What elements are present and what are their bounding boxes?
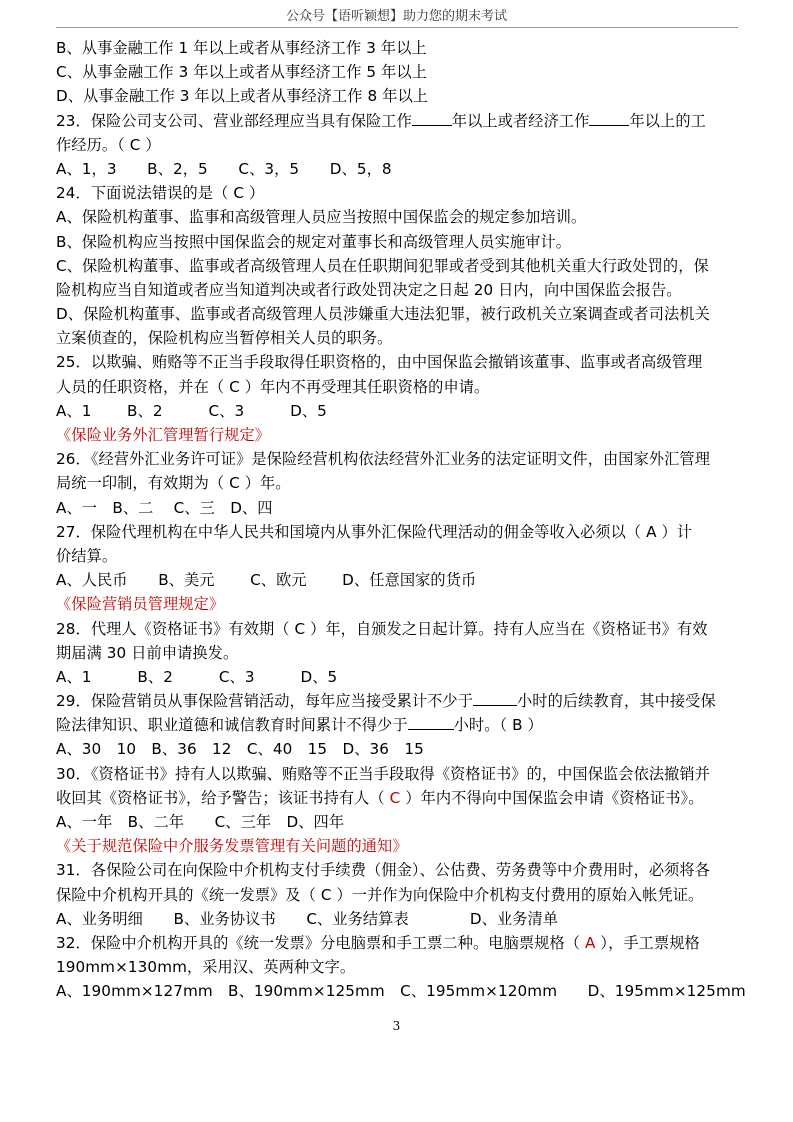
question-text <box>56 713 742 737</box>
question-text: 保险中介机构开具的《统一发票》及（ C ）一并作为向保险中介机构支付费用的原始入帐凭证。 <box>56 885 704 904</box>
question-25: 25．以欺骗、贿赂等不正当手段取得任职资格的，由中国保监会撤销该董事、监事或者高级管理 <box>56 353 703 372</box>
option-line: A、业务明细 B、业务协议书 C、业务结算表 D、业务清单 <box>56 909 559 928</box>
option-line: A、30 10 B、36 12 C、40 15 D、36 15 <box>56 740 424 759</box>
option-line: A、190mm×127mm B、190mm×125mm C、195mm×120mm D、195mm×125mm <box>56 982 746 1001</box>
question-text: 小时的后续教育，其中接受保 <box>517 692 716 711</box>
section-heading: 《保险营销员管理规定》 <box>56 595 225 614</box>
question-text: 32．保险中介机构开具的《统一发票》分电脑票和手工票二种。电脑票规格（ <box>56 933 581 952</box>
question-26: 26．《经营外汇业务许可证》是保险经营机构依法经营外汇业务的法定证明文件，由国家外汇管理 <box>56 450 711 469</box>
option-line: A、人民币 B、美元 C、欧元 D、任意国家的货币 <box>56 571 477 590</box>
option-line: C、保险机构董事、监事或者高级管理人员在任职期间犯罪或者受到其他机关重大行政处罚的，保 <box>56 256 709 275</box>
question-text: 局统一印制，有效期为（ C ）年。 <box>56 474 291 493</box>
question-text: 价结算。 <box>56 546 118 565</box>
option-line: 险机构应当自知道或者应当知道判决或者行政处罚决定之日起 20 日内，向中国保监会报告。 <box>56 280 682 299</box>
option-line: A、1，3 B、2，5 C、3，5 D、5，8 <box>56 159 392 178</box>
fill-blank <box>473 691 517 706</box>
question-text: 人员的任职资格，并在（ C ）年内不再受理其任职资格的申请。 <box>56 377 490 396</box>
question-32 <box>56 931 742 955</box>
question-text: 190mm×130mm，采用汉、英两种文字。 <box>56 958 356 977</box>
option-line: A、保险机构董事、监事和高级管理人员应当按照中国保监会的规定参加培训。 <box>56 208 587 227</box>
option-line: C、从事金融工作 3 年以上或者从事经济工作 5 年以上 <box>56 63 427 82</box>
question-text: 年以上或者经济工作 <box>451 111 590 130</box>
answer-mark: C <box>389 788 401 807</box>
question-text: ）年内不得向中国保监会申请《资格证书》。 <box>405 788 704 807</box>
fill-blank <box>408 715 454 730</box>
question-text: 期届满 30 日前申请换发。 <box>56 643 239 662</box>
option-line: 立案侦查的，保险机构应当暂停相关人员的职务。 <box>56 329 393 348</box>
option-line: A、一 B、二 C、三 D、四 <box>56 498 273 517</box>
option-line: A、1 B、2 C、3 D、5 <box>56 667 338 686</box>
section-heading: 《保险业务外汇管理暂行规定》 <box>56 426 271 444</box>
question-text: 29．保险营销员从事保险营销活动，每年应当接受累计不少于 <box>56 692 474 711</box>
question-text: ），手工票规格 <box>600 933 700 952</box>
document-body <box>56 36 746 1004</box>
question-text <box>56 786 742 810</box>
option-line: D、从事金融工作 3 年以上或者从事经济工作 8 年以上 <box>56 87 429 106</box>
question-29 <box>56 689 742 713</box>
section-heading: 《关于规范保险中介服务发票管理有关问题的通知》 <box>56 837 408 856</box>
question-text: 收回其《资格证书》，给予警告；该证书持有人（ <box>56 788 385 807</box>
option-line: B、保险机构应当按照中国保监会的规定对董事长和高级管理人员实施审计。 <box>56 232 572 251</box>
option-line: A、1 B、2 C、3 D、5 <box>56 401 327 420</box>
question-text: 险法律知识、职业道德和诚信教育时间累计不得少于 <box>56 716 408 735</box>
question-text: 小时。（ B ） <box>453 716 543 735</box>
option-line: D、保险机构董事、监事或者高级管理人员涉嫌重大违法犯罪，被行政机关立案调查或者司法机关 <box>56 305 710 324</box>
question-text: 作经历。（ C ） <box>56 135 161 154</box>
header-divider <box>56 27 738 28</box>
question-text: 年以上的工 <box>629 111 706 130</box>
question-text: 23．保险公司支公司、营业部经理应当具有保险工作 <box>56 111 412 130</box>
question-28: 28．代理人《资格证书》有效期（ C ）年，自颁发之日起计算。持有人应当在《资格证书》有效 <box>56 619 708 638</box>
question-30: 30．《资格证书》持有人以欺骗、贿赂等不正当手段取得《资格证书》的，中国保监会依法撤销并 <box>56 764 711 783</box>
question-24: 24．下面说法错误的是（ C ） <box>56 184 265 203</box>
page-header: 公众号【语听颖想】助力您的期末考试 <box>285 9 507 24</box>
answer-mark: A <box>584 933 596 952</box>
question-27: 27．保险代理机构在中华人民共和国境内从事外汇保险代理活动的佣金等收入必须以（ A ）计 <box>56 522 693 541</box>
question-23 <box>56 109 742 133</box>
option-line: B、从事金融工作 1 年以上或者从事经济工作 3 年以上 <box>56 39 427 57</box>
question-31: 31．各保险公司在向保险中介机构支付手续费（佣金）、公估费、劳务费等中介费用时，必须将各 <box>56 861 711 880</box>
page-number: 3 <box>392 1019 401 1033</box>
fill-blank <box>589 111 629 126</box>
fill-blank <box>412 111 452 126</box>
option-line: A、一年 B、二年 C、三年 D、四年 <box>56 813 345 831</box>
